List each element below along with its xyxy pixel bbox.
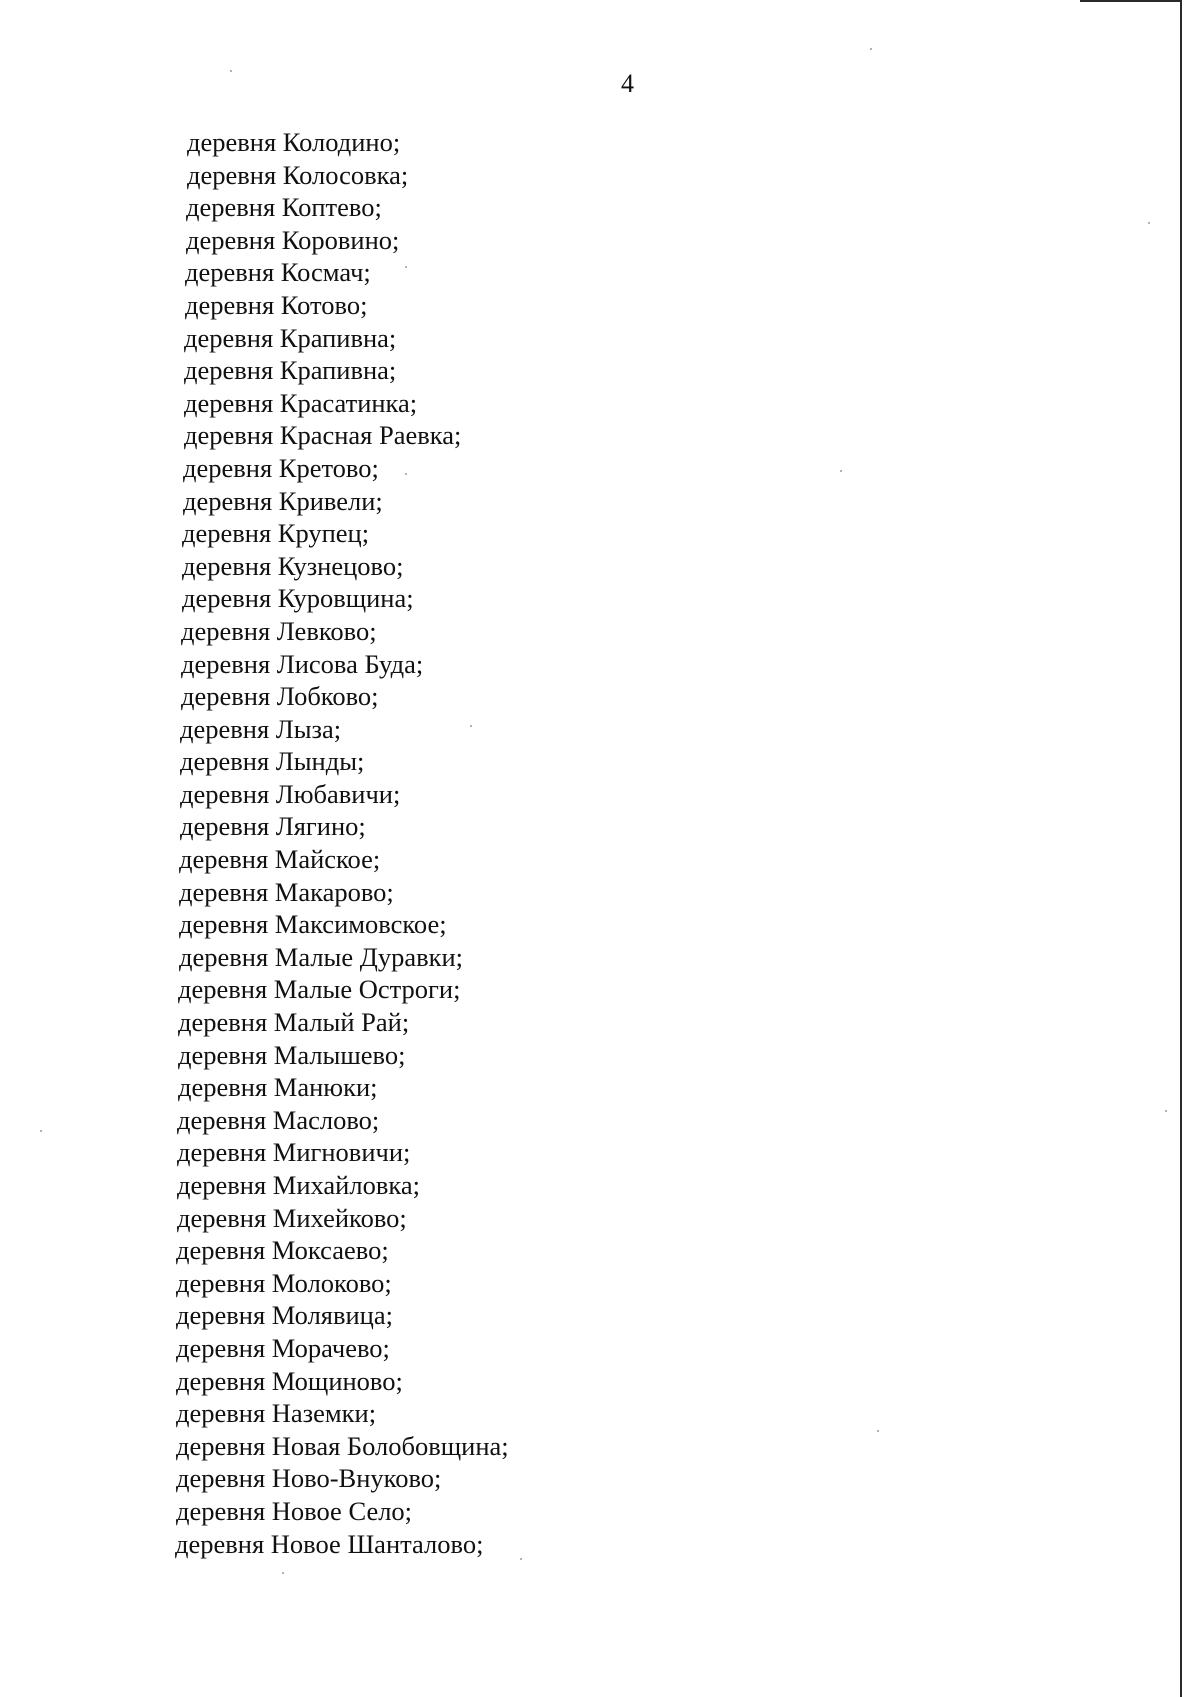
- list-item: деревня Малый Рай;: [178, 1007, 410, 1038]
- list-item: деревня Колосовка;: [187, 159, 409, 190]
- list-item: деревня Молоково;: [176, 1267, 392, 1298]
- list-item: деревня Левково;: [181, 615, 377, 646]
- list-item: деревня Кузнецово;: [182, 550, 404, 581]
- list-item: деревня Кривели;: [183, 485, 383, 516]
- scan-speck: [870, 48, 872, 50]
- page-number: 4: [621, 69, 634, 98]
- list-item: деревня Кретово;: [183, 452, 379, 483]
- scan-speck: [282, 1572, 284, 1574]
- list-item: деревня Новая Болобовщина;: [176, 1430, 509, 1461]
- list-item: деревня Мощиново;: [176, 1365, 403, 1396]
- list-item: деревня Макарово;: [179, 876, 394, 907]
- scan-speck: [405, 266, 407, 268]
- list-item: деревня Морачево;: [176, 1332, 390, 1363]
- list-item: деревня Крупец;: [182, 518, 370, 549]
- list-item: деревня Лягино;: [180, 811, 366, 842]
- list-item: деревня Крапивна;: [184, 355, 397, 386]
- scan-speck: [230, 70, 232, 72]
- list-item: деревня Моксаево;: [176, 1235, 389, 1266]
- list-item: деревня Лобково;: [181, 681, 379, 712]
- list-item: деревня Малые Остроги;: [178, 974, 461, 1005]
- scan-speck: [470, 725, 472, 727]
- list-item: деревня Максимовское;: [179, 909, 447, 940]
- list-item: деревня Колодино;: [187, 127, 401, 157]
- list-item: деревня Куровщина;: [182, 583, 414, 614]
- list-item: деревня Красатинка;: [184, 387, 418, 418]
- list-item: деревня Крапивна;: [184, 322, 397, 353]
- scan-speck: [1165, 1110, 1167, 1112]
- scan-speck: [1148, 222, 1150, 224]
- list-item: деревня Красная Раевка;: [184, 420, 462, 451]
- list-item: деревня Котово;: [185, 289, 368, 320]
- list-item: деревня Наземки;: [176, 1398, 377, 1429]
- list-item: деревня Майское;: [179, 844, 381, 875]
- scan-speck: [405, 473, 407, 475]
- list-item: деревня Маслово;: [177, 1104, 380, 1135]
- list-item: деревня Манюки;: [178, 1072, 378, 1103]
- page-top-edge: [1080, 0, 1182, 2]
- list-item: деревня Михейково;: [177, 1202, 407, 1233]
- list-item: деревня Малышево;: [178, 1039, 406, 1070]
- list-item: деревня Лисова Буда;: [181, 648, 424, 679]
- list-item: деревня Ново-Внуково;: [176, 1463, 442, 1494]
- list-item: деревня Михайловка;: [177, 1170, 420, 1200]
- list-item: деревня Малые Дуравки;: [179, 941, 464, 972]
- list-item: деревня Космач;: [185, 257, 371, 288]
- page-right-edge: [1180, 0, 1182, 1697]
- list-item: деревня Коровино;: [186, 224, 400, 255]
- list-item: деревня Новое Село;: [176, 1495, 413, 1526]
- scan-speck: [40, 1130, 42, 1132]
- list-item: деревня Любавичи;: [180, 778, 401, 809]
- scan-speck: [840, 470, 842, 472]
- list-item: деревня Молявица;: [176, 1300, 393, 1331]
- list-item: деревня Мигновичи;: [177, 1137, 411, 1168]
- scan-speck: [877, 1430, 879, 1432]
- list-item: деревня Лыза;: [180, 713, 342, 744]
- list-item: деревня Лынды;: [180, 746, 365, 777]
- list-item: деревня Коптево;: [186, 192, 382, 223]
- scan-speck: [520, 1558, 522, 1560]
- settlement-list: [0, 126, 509, 1560]
- list-item: деревня Новое Шанталово;: [175, 1528, 484, 1559]
